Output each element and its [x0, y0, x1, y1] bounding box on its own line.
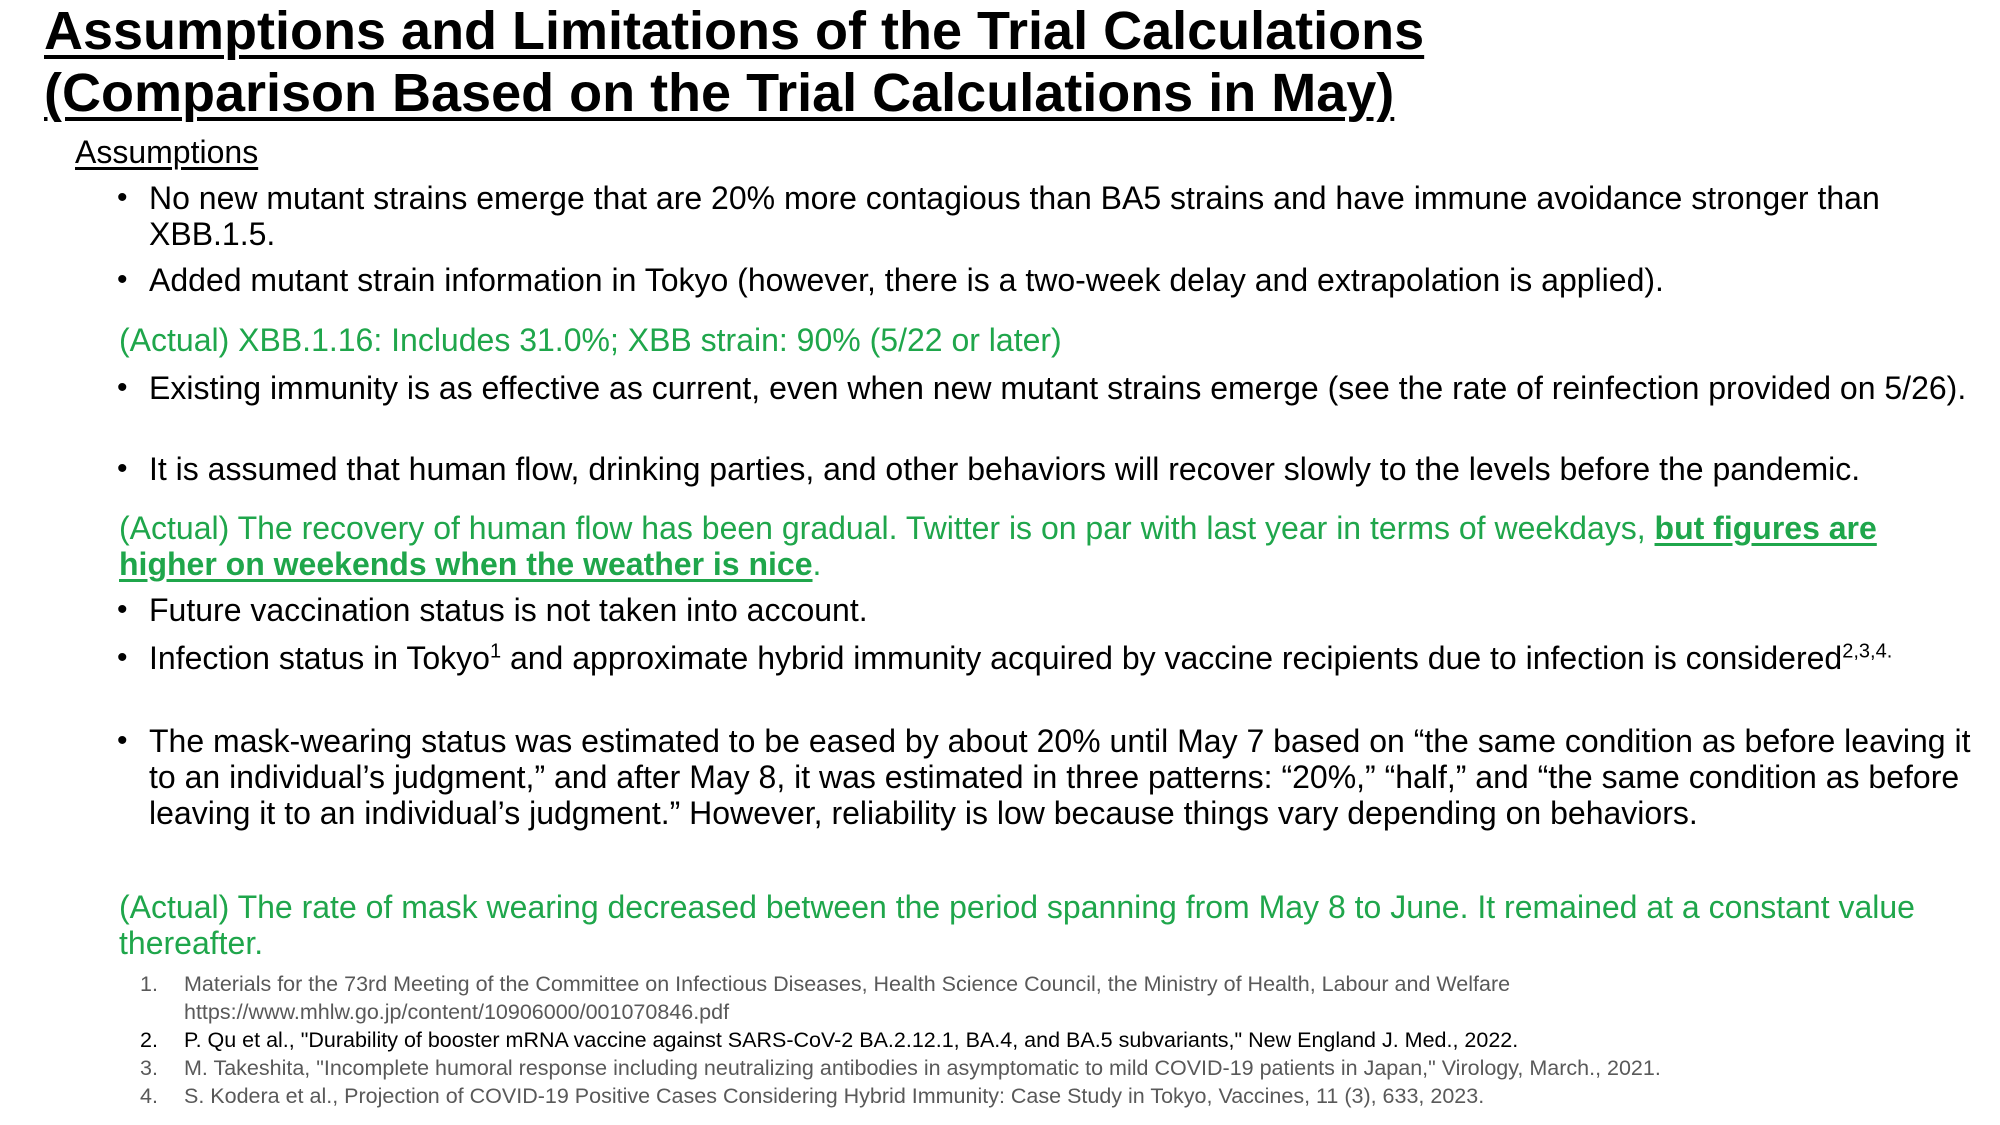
bullet-text-part: and approximate hybrid immunity acquired by vaccine recipients due to infection is considered	[501, 640, 1843, 676]
bullet-text: Existing immunity is as effective as current, even when new mutant strains emerge (see the rate of reinfection provided on 5/26).	[149, 370, 1967, 406]
slide-title	[44, 0, 1424, 124]
reference-text: Materials for the 73rd Meeting of the Committee on Infectious Diseases, Health Science Council, the Ministry of Health, Labour and Welfare	[184, 972, 1511, 996]
reference-number: 2.	[140, 1028, 158, 1052]
bullet-text	[149, 640, 1977, 676]
bullet-dot-icon: •	[117, 593, 128, 626]
title-line-2: (Comparison Based on the Trial Calculations in May)	[44, 63, 1395, 123]
footnote-marker: 2,3,4.	[1842, 640, 1893, 663]
references-list	[140, 970, 1960, 1110]
footnote-marker: 1	[489, 640, 502, 663]
actual-note: (Actual) The rate of mask wearing decreased between the period spanning from May 8 to June. It remained at a constant value thereafter.	[119, 889, 1915, 961]
assumptions-heading: Assumptions	[75, 134, 259, 170]
bullet-text: Added mutant strain information in Tokyo (however, there is a two-week delay and extrapolation is applied).	[149, 262, 1664, 298]
bullet-item	[117, 640, 1977, 676]
reference-text: P. Qu et al., "Durability of booster mRNA vaccine against SARS-CoV-2 BA.2.12.1, BA.4, and BA.5 subvariants," New England J. Med., 2022.	[184, 1028, 1519, 1052]
bullet-dot-icon: •	[117, 181, 128, 214]
reference-url: https://www.mhlw.go.jp/content/10906000/001070846.pdf	[184, 1000, 730, 1024]
bullet-dot-icon: •	[117, 724, 128, 757]
bullet-text-part: Infection status in Tokyo	[149, 640, 490, 676]
reference-item	[140, 1054, 1960, 1082]
reference-number: 4.	[140, 1084, 158, 1108]
actual-note-text: (Actual) The recovery of human flow has been gradual. Twitter is on par with last year in terms of weekdays,	[119, 510, 1655, 546]
actual-note	[119, 510, 1979, 582]
bullet-dot-icon: •	[117, 452, 128, 485]
bullet-text: The mask-wearing status was estimated to be eased by about 20% until May 7 based on “the same condition as before leaving it to an individual’s judgment,” and after May 8, it was estimated in three patterns: “20%,” “half,” and “the same condition as before leaving it to an individual’s judgment.” However, reliability is low because things vary depending on behaviors.	[149, 723, 1971, 831]
actual-note: (Actual) XBB.1.16: Includes 31.0%; XBB strain: 90% (5/22 or later)	[119, 322, 1062, 358]
bullet-dot-icon: •	[117, 371, 128, 404]
reference-item	[140, 970, 1960, 1026]
bullet-item	[117, 592, 1977, 628]
reference-text: S. Kodera et al., Projection of COVID-19 Positive Cases Considering Hybrid Immunity: Case Study in Tokyo, Vaccines, 11 (3), 633, 2023.	[184, 1084, 1485, 1108]
reference-number: 1.	[140, 972, 158, 996]
bullet-text: It is assumed that human flow, drinking parties, and other behaviors will recover slowly to the levels before the pandemic.	[149, 451, 1861, 487]
bullet-dot-icon: •	[117, 641, 128, 674]
bullet-dot-icon: •	[117, 263, 128, 296]
reference-text: M. Takeshita, "Incomplete humoral response including neutralizing antibodies in asymptomatic to mild COVID-19 patients in Japan," Virology, March., 2021.	[184, 1056, 1661, 1080]
bullet-item	[117, 723, 1977, 831]
actual-note-text-end: .	[812, 546, 822, 582]
reference-item	[140, 1082, 1960, 1110]
bullet-item	[117, 370, 1977, 406]
bullet-item	[117, 180, 1977, 252]
title-line-1: Assumptions and Limitations of the Trial Calculations	[44, 1, 1425, 61]
reference-item	[140, 1026, 1960, 1054]
bullet-text: No new mutant strains emerge that are 20% more contagious than BA5 strains and have immune avoidance stronger than XBB.1.5.	[149, 180, 1880, 252]
bullet-item	[117, 262, 1977, 298]
actual-note-emphasis: but figures are higher on weekends when the weather is nice	[119, 510, 1877, 582]
reference-number: 3.	[140, 1056, 158, 1080]
bullet-text: Future vaccination status is not taken into account.	[149, 592, 868, 628]
bullet-item	[117, 451, 1977, 487]
